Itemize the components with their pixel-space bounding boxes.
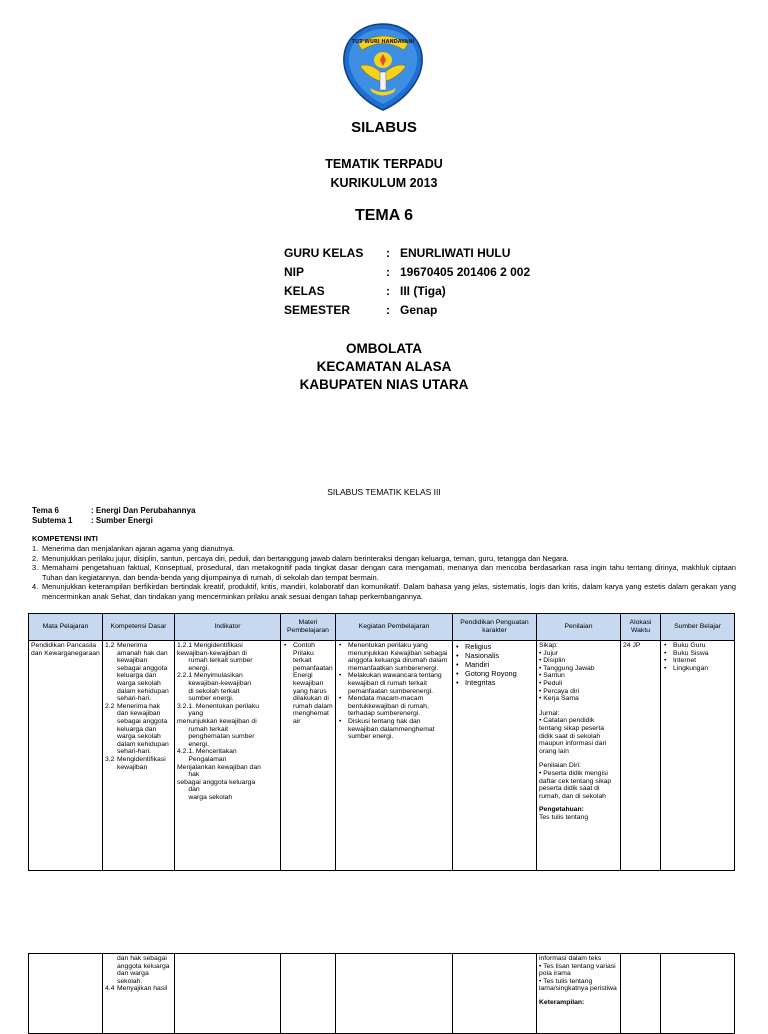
indikator-line: 4.2.1. Menceritakan — [177, 748, 237, 756]
kd-num: 4.4 — [105, 985, 115, 993]
col-header: Materi Pembelajaran — [281, 614, 336, 641]
info-label: GURU KELAS — [284, 246, 364, 260]
info-sep: : — [386, 284, 390, 298]
cell-sumber — [661, 641, 735, 871]
cell-sumber — [661, 954, 735, 1034]
karakter-item: • Nasionalis — [455, 651, 534, 660]
ki-list — [32, 544, 736, 601]
penilaian-sikap-item: • Tanggung Jawab — [539, 664, 595, 672]
table-row — [29, 954, 735, 1034]
cover-subtitle-tematik: TEMATIK TERPADU — [325, 157, 443, 171]
indikator-line: Pengalaman — [177, 755, 227, 763]
sumber-list — [663, 642, 732, 672]
penilaian-jurnal-text: • Catatan pendidik tentang sikap peserta didik saat di sekolah maupun informasi dari orang lain — [539, 717, 607, 755]
indikator-line: di sekolah terkait — [177, 687, 240, 695]
kd-item — [105, 985, 172, 993]
karakter-item: • Mandiri — [455, 660, 534, 669]
meta-row-tema — [32, 506, 195, 516]
penilaian-continued: informasi dalam teks • Tes lisan tentang variasi pola irama • Tes tulis tentang lama/singkatnya peristiwa — [539, 955, 617, 993]
kegiatan-item: • Melakukan wawancara tentang kewajiban di rumah terkait pemanfaatan sumberenergi. — [338, 672, 450, 695]
kegiatan-item: • Mendata macam-macam bentukkewajiban di rumah, terhadap sumberenergi. — [338, 695, 450, 718]
kd-num: 2.2 — [105, 702, 115, 710]
indikator-line: menunjukkan kewajiban di — [177, 717, 257, 725]
indikator-line: kewajiban-kewajiban — [177, 679, 252, 687]
syllabus-title: SILABUS TEMATIK KELAS III — [327, 487, 441, 497]
kd-item — [105, 703, 172, 756]
info-label: KELAS — [284, 284, 325, 298]
indikator-line: kewajiban-kewajiban di — [177, 649, 247, 657]
info-row-nip — [284, 263, 530, 282]
cell-penilaian — [537, 954, 621, 1034]
ki-text: Menunjukkan keterampilan berfikirdan bertindak kreatif, produktif, kritis, mandiri, kolaboratif dan komunikatif. Dalam bahasa yang jelas, sistematis, logis dan kritis, dalam karya yang estetis dalam gerakan yang mencerminkan anak Sehat, dan tindakan yang mencerminkan prilaku anak sesuai dengan tahap perkembangannya. — [42, 582, 736, 601]
col-header: Alokasi Waktu — [621, 614, 661, 641]
sumber-item: • Buku Guru — [663, 642, 732, 650]
penilaian-sikap-item: • Jujur — [539, 649, 559, 657]
col-header: Sumber Belajar — [661, 614, 735, 641]
cover-title: SILABUS — [351, 119, 417, 136]
kegiatan-item: • Diskusi tentang hak dan kewajiban dalammenghemat sumber energi. — [338, 718, 450, 741]
syllabus-table-continued — [28, 953, 735, 1034]
indikator-line: rumah terkait sumber — [177, 657, 253, 665]
info-value: ENURLIWATI HULU — [400, 246, 511, 260]
cell-kegiatan — [336, 641, 453, 871]
info-sep: : — [386, 265, 390, 279]
kd-continued: dan hak sebagai anggota keluarga dan warga sekolah. — [117, 955, 170, 985]
school-name: OMBOLATA — [346, 341, 422, 356]
cell-alokasi — [621, 954, 661, 1034]
penilaian-pengetahuan-label: Pengetahuan: — [539, 806, 584, 814]
penilaian-sikap-item: • Percaya diri — [539, 687, 580, 695]
ki-num: 1. — [32, 544, 39, 553]
penilaian-diri-label: Penilaian Diri: — [539, 762, 581, 770]
logo-motto: TUT WURI HANDAYANI — [351, 39, 415, 45]
ki-num: 4. — [32, 582, 39, 591]
ki-text: Memahami pengetahuan faktual, Konseptual, prosedural, dan metakognitif pada tingkat dasar dengan cara mengamati, menanya dan mencoba berdasarkan rasa ingin tahu tentang dirinya, makhluk ciptaan Tuhan dan kegiatannya, dan benda-benda yang dijumpainya di rumah, di sekolah dan tempat bermain. — [42, 563, 736, 582]
penilaian-jurnal-label: Jurnal: — [539, 709, 560, 717]
ki-num: 3. — [32, 563, 39, 572]
karakter-item: • Gotong Royong — [455, 669, 534, 678]
ki-item — [32, 582, 736, 601]
cell-materi — [281, 954, 336, 1034]
indikator-list — [177, 642, 278, 801]
ki-num: 2. — [32, 553, 39, 563]
teacher-info — [284, 244, 530, 320]
info-row-kelas — [284, 282, 530, 301]
ki-item — [32, 554, 736, 564]
kegiatan-item: • Menentukan perilaku yang menunjukkan Kewajiban sebagai anggota keluarga dirumah dalam memanfaatkan sumberenergi. — [338, 642, 450, 672]
indikator-line: 2.2.1 Menyimulasikan — [177, 672, 243, 680]
indikator-line: 3.2.1. Menentukan perilaku — [177, 702, 259, 710]
cell-karakter — [453, 641, 537, 871]
tut-wuri-handayani-logo — [340, 22, 426, 112]
info-sep: : — [386, 303, 390, 317]
sumber-item: • Lingkungan — [663, 665, 732, 673]
penilaian-sikap-item: • Peduli — [539, 679, 563, 687]
kegiatan-list — [338, 642, 450, 741]
penilaian-diri-text: • Peserta didik mengisi daftar cek tentang sikap peserta didik saat di rumah, dan di sekolah — [539, 769, 612, 800]
ki-item — [32, 544, 736, 554]
meta-label: Tema 6 — [32, 506, 59, 515]
syllabus-table — [28, 613, 735, 871]
cell-mapel: Pendidikan Pancasila dan Kewarganegaraan — [29, 641, 103, 871]
table-header-row — [29, 614, 735, 641]
cell-indikator — [175, 641, 281, 871]
col-header: Mata Pelajaran — [29, 614, 103, 641]
col-header: Pendidikan Penguatan karakter — [453, 614, 537, 641]
col-header: Penilaian — [537, 614, 621, 641]
cover-subtitle-kurikulum: KURIKULUM 2013 — [330, 176, 438, 190]
info-value: 19670405 201406 2 002 — [400, 265, 531, 279]
table-row — [29, 641, 735, 871]
sumber-item: • Internet — [663, 657, 732, 665]
info-row-semester — [284, 301, 530, 320]
ki-text: Menunjukkan perilaku jujur, disiplin, santun, percaya diri, peduli, dan bertanggung jawab dalam berinteraksi dengan keluarga, teman, guru, tetangga dan Negara. — [42, 553, 569, 563]
penilaian-sikap-label: Sikap: — [539, 642, 558, 649]
school-district: KECAMATAN ALASA — [316, 359, 452, 374]
meta-value: : Energi Dan Perubahannya — [91, 506, 196, 515]
meta-value: : Sumber Energi — [91, 516, 153, 525]
info-label: SEMESTER — [284, 303, 351, 317]
ki-item — [32, 563, 736, 582]
indikator-line: 1.2.1 Mengidentifikasi — [177, 642, 243, 649]
indikator-line: rumah terkait — [177, 725, 228, 733]
indikator-line: hak — [177, 771, 200, 779]
ki-text: Menerima dan menjalankan ajaran agama yang dianutnya. — [42, 544, 235, 553]
penilaian-keterampilan-label: Keterampilan: — [539, 998, 585, 1006]
theme-meta — [32, 506, 195, 526]
meta-label: Subtema 1 — [32, 516, 73, 525]
meta-row-subtema — [32, 516, 195, 526]
indikator-line: yang — [177, 710, 204, 718]
sumber-item: • Buku Siswa — [663, 650, 732, 658]
kd-num: 1.2 — [105, 642, 115, 649]
col-header: Kompetensi Dasar — [103, 614, 175, 641]
cell-karakter — [453, 954, 537, 1034]
kd-num: 3.2 — [105, 755, 115, 763]
info-label: NIP — [284, 265, 305, 279]
info-value: III (Tiga) — [400, 284, 446, 298]
indikator-line: Menjalankan kewajiban dan — [177, 763, 261, 771]
karakter-list — [455, 642, 534, 687]
kd-text: Mengidentifikasi kewajiban — [117, 755, 166, 771]
info-row-guru — [284, 244, 530, 263]
cell-mapel — [29, 954, 103, 1034]
indikator-line: sumber energi. — [177, 695, 234, 703]
cell-penilaian — [537, 641, 621, 871]
cell-kompetensi-dasar — [103, 954, 175, 1034]
indikator-line: energi. — [177, 664, 210, 672]
kd-item — [105, 756, 172, 771]
karakter-item: • Religius — [455, 642, 534, 651]
penilaian-sikap-item: • Disiplin — [539, 657, 566, 665]
karakter-item: • Integritas — [455, 678, 534, 687]
info-value: Genap — [400, 303, 438, 317]
school-regency: KABUPATEN NIAS UTARA — [299, 377, 469, 392]
cover-theme: TEMA 6 — [354, 207, 414, 224]
indikator-line: penghematan sumber — [177, 733, 255, 741]
ki-heading: KOMPETENSI INTI — [32, 534, 98, 543]
cell-indikator — [175, 954, 281, 1034]
kd-text: Menyajikan hasil — [117, 985, 168, 993]
indikator-line: energi. — [177, 740, 210, 748]
cell-alokasi: 24 JP — [621, 641, 661, 871]
kd-text: Menerima hak dan kewajiban sebagai anggota keluarga dan warga sekolah dalam kehidupan sehari-hari. — [117, 702, 169, 756]
col-header: Kegiatan Pembelajaran — [336, 614, 453, 641]
materi-list — [283, 642, 333, 726]
materi-item: • Contoh Prilaku terkait pemanfaatan Energi kewajiban yang harus dilakukan di rumah dalam menghemat air — [283, 642, 333, 726]
kd-text: Menerima amanah hak dan kewajiban sebagai anggota keluarga dan warga sekolah dalam kehidupan sehari-hari. — [117, 642, 169, 703]
indikator-line: dan — [177, 786, 200, 794]
indikator-line: sebagai anggota keluarga — [177, 778, 256, 786]
indikator-line: warga sekolah — [177, 793, 233, 801]
penilaian-sikap-item: • Santun — [539, 672, 565, 680]
kd-item — [105, 642, 172, 703]
penilaian-pengetahuan-text: Tes tulis tentang — [539, 813, 589, 821]
col-header: Indikator — [175, 614, 281, 641]
penilaian-sikap-item: • Kerja Sama — [539, 695, 579, 703]
cell-materi — [281, 641, 336, 871]
cell-kegiatan — [336, 954, 453, 1034]
cell-kompetensi-dasar — [103, 641, 175, 871]
info-sep: : — [386, 246, 390, 260]
